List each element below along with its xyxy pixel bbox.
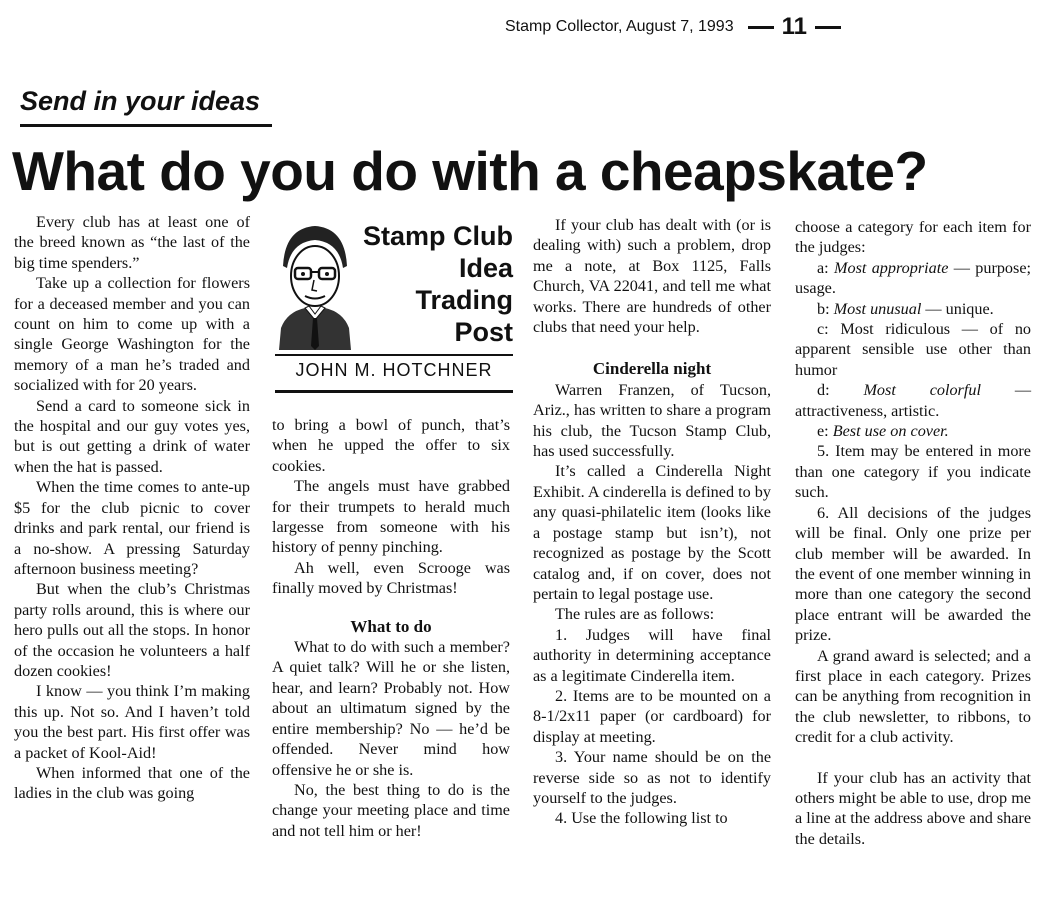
paragraph: 2. Items are to be mounted on a 8-1/2x11 paper (or cardboard) for display at meeting. [533, 686, 771, 746]
paragraph: Take up a collection for flowers for a deceased member and you can count on him to come up with a single George Washington for the memory of a man he’s traded and socialized with for 20 years. [14, 274, 250, 395]
paragraph: to bring a bowl of punch, that’s when he upped the offer to six cookies. [272, 416, 510, 475]
article-column-1 [14, 212, 250, 804]
subhead-what-to-do: What to do [350, 616, 432, 636]
author-byline: JOHN M. HOTCHNER [295, 360, 493, 380]
logo-rule-top [275, 354, 513, 356]
column-title-line: Trading [415, 285, 513, 315]
paragraph: The angels must have grabbed for their trumpets to herald much largesse from someone with his history of penny pinching. [272, 477, 510, 557]
article-column-4 [795, 217, 1031, 849]
paragraph: A grand award is selected; and a first place in each category. Prizes can be anything from recognition in the club newsletter, to ribbons, to credit for a club activity. [795, 646, 1031, 747]
author-portrait-icon [277, 220, 353, 350]
paragraph: 5. Item may be entered in more than one category if you indicate such. [795, 442, 1031, 502]
paragraph: No, the best thing to do is the change your meeting place and time and not tell him or her! [272, 780, 510, 840]
category-item: c: Most ridiculous — of no apparent sensible use other than humor [795, 320, 1032, 379]
paragraph: The rules are as follows: [555, 605, 715, 624]
paragraph: choose a category for each item for the judges: [795, 218, 1031, 257]
paragraph: But when the club’s Christmas party rolls around, this is where our hero pulls out all the stops. In honor of the occasion he volunteers a half dozen cookies! [14, 580, 250, 680]
category-item: e: Best use on cover. [817, 422, 949, 441]
paragraph: 1. Judges will have final authority in determining acceptance as a legitimate Cinderella item. [533, 625, 771, 685]
publication-dateline: Stamp Collector, August 7, 1993 [505, 18, 734, 35]
paragraph: Send a card to someone sick in the hospital and our guy votes yes, but is out getting a drink of water when the hat is passed. [14, 396, 250, 476]
column-title-line: Post [454, 317, 513, 347]
page-number: 11 [781, 13, 807, 40]
page-header [505, 10, 1035, 44]
paragraph: 6. All decisions of the judges will be final. Only one prize per club member will be awarded. In the event of one member winning in more than one category the second place entrant will be awarded the prize. [795, 503, 1031, 645]
paragraph: If your club has dealt with (or is dealing with) such a problem, drop me a note, at Box 1125, Falls Church, VA 22041, and tell me what works. There are hundreds of other clubs that need your help. [533, 216, 771, 337]
paragraph: Warren Franzen, of Tucson, Ariz., has written to share a program his club, the Tucson Stamp Club, has used successfully. [533, 380, 771, 461]
paragraph: What to do with such a member? A quiet talk? Will he or she listen, hear, and learn? Probably not. How about an ultimatum signed by the entire membership? No — he’d be offended. Never mind how offensive he or she is. [272, 638, 510, 779]
column-title [363, 220, 513, 348]
paragraph: It’s called a Cinderella Night Exhibit. A cinderella is defined to by any quasi-philatelic item (looks like a postage stamp but isn’t), not recognized as postage by the Scott catalog and, if on cover, does not pertain to legal postage use. [533, 462, 771, 603]
article-column-3 [533, 215, 771, 829]
paragraph: I know — you think I’m making this up. Not so. And I haven’t told you the best part. His first offer was a packet of Kool-Aid! [14, 682, 250, 762]
logo-rule-bottom [275, 390, 513, 393]
column-title-line: Idea [458, 253, 513, 283]
column-logo [275, 218, 513, 396]
column-title-line: Stamp Club [362, 221, 513, 251]
paragraph: 3. Your name should be on the reverse side so as not to identify yourself to the judges. [533, 748, 771, 807]
paragraph: When the time comes to ante-up $5 for the club picnic to cover drinks and park rental, our friend is a no-show. A pressing Saturday afternoon business meeting? [14, 478, 250, 578]
paragraph: Every club has at least one of the breed known as “the last of the big time spenders.” [14, 213, 250, 272]
header-rule-right [815, 26, 841, 29]
header-rule-left [748, 26, 774, 29]
closing-paragraph: If your club has an activity that others might be able to use, drop me a line at the address above and share the details. [795, 768, 1031, 848]
paragraph: When informed that one of the ladies in the club was going [14, 763, 250, 803]
subhead-cinderella-night: Cinderella night [592, 359, 712, 379]
category-item: a: Most appropriate — purpose; usage. [795, 258, 1031, 298]
paragraph: 4. Use the following list to [555, 809, 728, 828]
article-headline: What do you do with a cheapskate? [12, 140, 928, 202]
section-kicker: Send in your ideas [20, 86, 261, 116]
category-item: d: Most colorful — attractiveness, artistic. [795, 381, 1031, 420]
kicker-underline [20, 124, 272, 127]
article-column-2 [272, 415, 510, 841]
category-item: b: Most unusual — unique. [817, 299, 994, 318]
paragraph: Ah well, even Scrooge was finally moved by Christmas! [272, 558, 510, 598]
